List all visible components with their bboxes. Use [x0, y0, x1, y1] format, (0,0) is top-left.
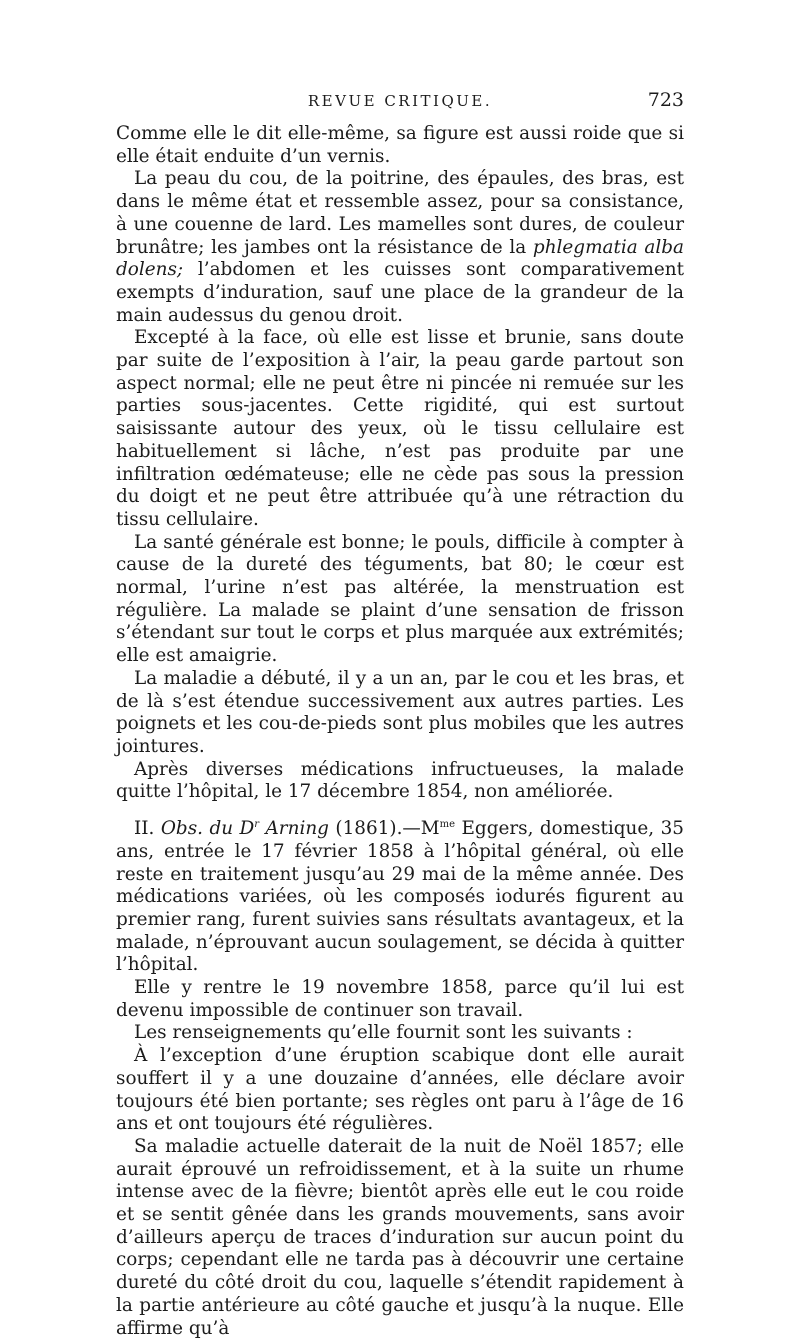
author-name: Arning: [265, 818, 329, 840]
paragraph-text: La peau du cou, de la poitrine, des épaules, des bras, est dans le même état et ressemble assez, pour sa consistance, à une couenne de lard. Les mamelles sont dures, de couleur brunâtre; les jambes ont la résistance de la: [116, 168, 684, 258]
paragraph-text: Eggers, domestique, 35 ans, entrée le 17 février 1858 à l’hôpital général, où elle reste en traitement jusqu’au 29 mai de la même année. Des médications variées, où les composés iodurés figurent au premier rang, furent suivies sans résultats avantageux, et la malade, n’éprouvant aucun soulagement, se décida à quitter l’hôpital.: [116, 818, 684, 976]
paragraph: Après diverses médications infructueuses, la malade quitte l’hôpital, le 17 décembre 1854, non améliorée.: [116, 758, 684, 803]
obs-label: Obs. du D: [160, 818, 255, 840]
obs-superscript: r: [254, 818, 260, 830]
body-text: [116, 123, 684, 1340]
running-title: REVUE CRITIQUE.: [307, 92, 493, 110]
paragraph: La santé générale est bonne; le pouls, difficile à compter à cause de la dureté des téguments, bat 80; le cœur est normal, l’urine n’est pas altérée, la menstruation est régulière. La malade se plaint d’une sensation de frisson s’étendant sur tout le corps et plus marquée aux extrémités; elle est amaigrie.: [116, 531, 684, 667]
paragraph: À l’exception d’une éruption scabique dont elle aurait souffert il y a une douzaine d’années, elle déclare avoir toujours été bien portante; ses règles ont paru à l’âge de 16 ans et ont toujours été régulières.: [116, 1045, 684, 1135]
paragraph: [116, 168, 684, 327]
paragraph: La maladie a débuté, il y a un an, par le cou et les bras, et de là s’est étendue successivement aux autres parties. Les poignets et les cou-de-pieds sont plus mobiles que les autres jointures.: [116, 667, 684, 757]
page-header: [116, 89, 684, 118]
paragraph-text: l’abdomen et les cuisses sont comparativement exempts d’induration, sauf une place de la grandeur de la main audessus du genou droit.: [116, 259, 684, 326]
paragraph: Sa maladie actuelle daterait de la nuit de Noël 1857; elle aurait éprouvé un refroidissement, et à la suite un rhume intense avec de la fièvre; bientôt après elle eut le cou roide et se sentit gênée dans les grands mouvements, sans avoir d’ailleurs aperçu de traces d’induration sur aucun point du corps; cependant elle ne tarda pas à découvrir une certaine dureté du côté droit du cou, laquelle s’étendit rapidement à la partie antérieure au côté gauche et jusqu’à la nuque. Elle affirme qu’à: [116, 1135, 684, 1339]
italic-term: phlegmatia alba dolens;: [116, 236, 684, 281]
paragraph: Les renseignements qu’elle fournit sont les suivants :: [134, 1022, 633, 1044]
observation-paragraph: [116, 818, 684, 977]
paragraph: Elle y rentre le 19 novembre 1858, parce qu’il lui est devenu impossible de continuer son travail.: [116, 977, 684, 1021]
mme-superscript: me: [439, 818, 456, 830]
year-text: (1861).—M: [328, 818, 440, 840]
paragraph: Excepté à la face, où elle est lisse et brunie, sans doute par suite de l’exposition à l’air, la peau garde partout son aspect normal; elle ne peut être ni pincée ni remuée sur les parties sous-jacentes. Cette rigidité, qui est surtout saisissante autour des yeux, où le tissu cellulaire est habituellement si lâche, n’est pas produite par une infiltration œdémateuse; elle ne cède pas sous la pression du doigt et ne peut être attribuée qu’à une rétraction du tissu cellulaire.: [116, 327, 684, 530]
section-number: II.: [134, 818, 155, 840]
page-number: 723: [647, 89, 684, 111]
paragraph: Comme elle le dit elle-même, sa figure est aussi roide que si elle était enduite d’un vernis.: [116, 123, 684, 167]
